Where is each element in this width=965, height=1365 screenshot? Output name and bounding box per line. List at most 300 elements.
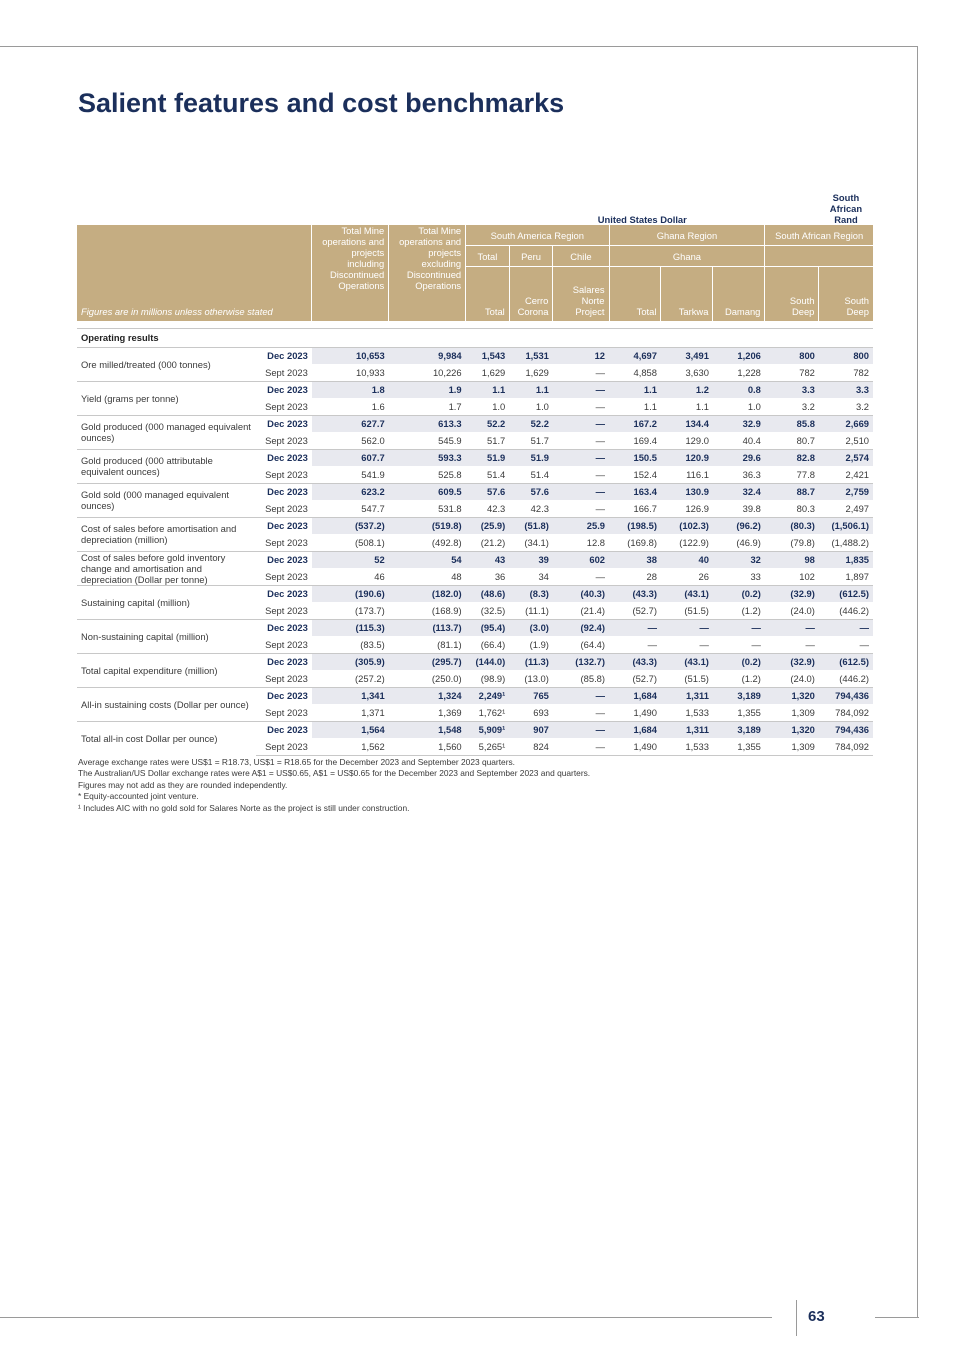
value-cell: 525.8 (438, 468, 462, 480)
value-cell: 3.3 (765, 381, 819, 398)
value-cell: 1,311 (661, 721, 713, 738)
value-cell: 1,311 (661, 687, 713, 704)
ghana-total-header: Total (609, 267, 661, 322)
value-cell: 1.0 (747, 400, 761, 412)
value-cell: (1.2) (741, 604, 761, 616)
footnote: ¹ Includes AIC with no gold sold for Salares Norte as the project is still under construction. (78, 802, 410, 813)
value-cell: 3,630 (685, 366, 709, 378)
value-cell: 43 (466, 551, 510, 568)
value-cell: — (661, 619, 713, 636)
value-cell: 3.2 (855, 400, 869, 412)
period-label: Sept 2023 (265, 400, 308, 412)
value-cell: 562.0 (361, 434, 385, 446)
period-label: Sept 2023 (256, 738, 312, 756)
period-label: Dec 2023 (256, 483, 312, 500)
value-cell: 85.8 (765, 415, 819, 432)
value-cell: 1,369 (438, 706, 462, 718)
value-cell: (32.9) (765, 653, 819, 670)
value-cell: 784,092 (835, 706, 869, 718)
value-cell: 12.8 (586, 536, 606, 548)
value-cell: 51.4 (487, 468, 506, 480)
value-cell: 907 (509, 721, 553, 738)
page-number: 63 (808, 1308, 825, 1325)
value-cell: 1,560 (389, 738, 466, 756)
value-cell: 3,189 (713, 721, 765, 738)
value-cell: (295.7) (389, 653, 466, 670)
total-excluding-header: Total Mine operations and projects excluding Discontinued Operations (389, 225, 466, 321)
value-cell: 1,548 (389, 721, 466, 738)
value-cell: 150.5 (609, 449, 661, 466)
value-cell: 48 (451, 570, 462, 582)
value-cell: 1.9 (389, 381, 466, 398)
value-cell: 1,564 (312, 721, 389, 738)
value-cell: — (713, 619, 765, 636)
row-label: Non-sustaining capital (million) (77, 619, 256, 653)
value-cell: 82.8 (765, 449, 819, 466)
value-cell: 782 (799, 366, 815, 378)
peru-header: Peru (509, 246, 553, 267)
value-cell: 1,897 (845, 570, 869, 582)
value-cell: 627.7 (312, 415, 389, 432)
value-cell: (102.3) (661, 517, 713, 534)
value-cell: 134.4 (661, 415, 713, 432)
value-cell: 166.7 (633, 502, 657, 514)
value-cell: 46 (374, 570, 385, 582)
value-cell: — (859, 638, 869, 650)
value-cell: 693 (533, 706, 549, 718)
cerro-corona-header: Cerro Corona (509, 267, 553, 322)
table-row (77, 483, 873, 500)
value-cell: 1,533 (685, 706, 709, 718)
table-row (77, 517, 873, 534)
south-deep-usd-header: South Deep (765, 267, 819, 322)
value-cell: 1,490 (633, 706, 657, 718)
value-cell: 824 (509, 738, 553, 756)
value-cell: 51.7 (487, 434, 506, 446)
period-label: Dec 2023 (256, 517, 312, 534)
value-cell: — (553, 449, 609, 466)
value-cell: 3.2 (801, 400, 815, 412)
ghana-region-header: Ghana Region (609, 225, 765, 246)
value-cell: (43.3) (609, 585, 661, 602)
value-cell: (40.3) (553, 585, 609, 602)
period-label: Sept 2023 (265, 672, 308, 684)
value-cell: (24.0) (790, 604, 815, 616)
value-cell: 130.9 (661, 483, 713, 500)
value-cell: (52.7) (632, 604, 657, 616)
value-cell: 120.9 (661, 449, 713, 466)
value-cell: 794,436 (819, 687, 873, 704)
value-cell: (8.3) (509, 585, 553, 602)
value-cell: 102 (799, 570, 815, 582)
value-cell: 36 (494, 570, 506, 582)
value-cell: (92.4) (553, 619, 609, 636)
value-cell: — (553, 687, 609, 704)
value-cell: 10,653 (312, 347, 389, 364)
row-label: Total capital expenditure (million) (77, 653, 256, 687)
header-row-regions (77, 225, 873, 246)
value-cell: — (553, 483, 609, 500)
value-cell: 2,497 (845, 502, 869, 514)
page-number-divider (796, 1300, 797, 1336)
value-cell: 77.8 (796, 468, 815, 480)
value-cell: 1,371 (361, 706, 385, 718)
value-cell: — (595, 502, 606, 514)
value-cell: 800 (819, 347, 873, 364)
footnote: * Equity-accounted joint venture. (78, 791, 199, 802)
value-cell: 167.2 (609, 415, 661, 432)
value-cell: 33 (750, 570, 761, 582)
value-cell: 1,320 (765, 687, 819, 704)
value-cell: (173.7) (355, 604, 385, 616)
value-cell: (66.4) (480, 638, 506, 650)
period-label: Dec 2023 (256, 551, 312, 568)
value-cell: 36.3 (742, 468, 761, 480)
value-cell: 1.1 (609, 381, 661, 398)
value-cell: 2,510 (845, 434, 869, 446)
value-cell: 531.8 (438, 502, 462, 514)
value-cell: — (553, 415, 609, 432)
value-cell: 32 (713, 551, 765, 568)
value-cell: 5,265¹ (466, 738, 510, 756)
value-cell: 10,226 (432, 366, 462, 378)
row-label: Gold produced (000 managed equivalent ounces) (77, 415, 256, 449)
frame-bottom-rule-right (875, 1317, 919, 1318)
value-cell: 57.6 (509, 483, 553, 500)
value-cell: 784,092 (819, 738, 873, 756)
value-cell: 163.4 (609, 483, 661, 500)
value-cell: 4,858 (633, 366, 657, 378)
value-cell: 1.0 (535, 400, 549, 412)
value-cell: — (699, 638, 709, 650)
value-cell: 40.4 (742, 434, 761, 446)
table-row (77, 415, 873, 432)
value-cell: 1,355 (713, 738, 765, 756)
value-cell: (13.0) (524, 672, 549, 684)
value-cell: (11.3) (509, 653, 553, 670)
period-label: Dec 2023 (256, 721, 312, 738)
value-cell: 28 (646, 570, 657, 582)
table-row (77, 619, 873, 636)
value-cell: (51.5) (684, 672, 709, 684)
period-label: Sept 2023 (265, 468, 308, 480)
value-cell: (98.9) (480, 672, 506, 684)
south-deep-zar-header: South Deep (819, 267, 873, 322)
period-label: Sept 2023 (265, 706, 308, 718)
value-cell: (115.3) (312, 619, 389, 636)
value-cell: — (553, 738, 609, 756)
value-cell: 1.2 (661, 381, 713, 398)
value-cell: (85.8) (580, 672, 606, 684)
row-label: Sustaining capital (million) (77, 585, 256, 619)
salares-norte-header: Salares Norte Project (553, 267, 609, 322)
value-cell: — (751, 638, 761, 650)
value-cell: (537.2) (312, 517, 389, 534)
value-cell: 593.3 (389, 449, 466, 466)
period-label: Dec 2023 (256, 585, 312, 602)
value-cell: 602 (553, 551, 609, 568)
value-cell: 1,629 (525, 366, 549, 378)
value-cell: 800 (765, 347, 819, 364)
value-cell: (257.2) (355, 672, 385, 684)
value-cell: 623.2 (312, 483, 389, 500)
value-cell: (96.2) (713, 517, 765, 534)
row-label: Yield (grams per tonne) (77, 381, 256, 415)
value-cell: 3.3 (819, 381, 873, 398)
value-cell: 1,490 (609, 738, 661, 756)
value-cell: 57.6 (466, 483, 510, 500)
value-cell: 547.7 (361, 502, 385, 514)
value-cell: 25.9 (553, 517, 609, 534)
value-cell: 1.8 (312, 381, 389, 398)
value-cell: 80.7 (796, 434, 815, 446)
footnotes (78, 757, 590, 814)
period-label: Sept 2023 (265, 502, 308, 514)
value-cell: 607.7 (312, 449, 389, 466)
value-cell: 98 (765, 551, 819, 568)
value-cell: 545.9 (438, 434, 462, 446)
value-cell: (1.9) (529, 638, 549, 650)
value-cell: (0.2) (713, 585, 765, 602)
south-america-region-header: South America Region (466, 225, 609, 246)
value-cell: 1,629 (481, 366, 506, 378)
zar-header: South African Rand (829, 192, 863, 225)
value-cell: 52.2 (466, 415, 510, 432)
section-row (77, 328, 873, 347)
value-cell: 1.6 (371, 400, 385, 412)
value-cell: 52 (312, 551, 389, 568)
value-cell: (250.0) (431, 672, 462, 684)
value-cell: 1,206 (713, 347, 765, 364)
value-cell: (1,488.2) (831, 536, 869, 548)
value-cell: (492.8) (431, 536, 462, 548)
value-cell: (612.5) (819, 585, 873, 602)
value-cell: 1,355 (737, 706, 761, 718)
value-cell: — (805, 638, 815, 650)
value-cell: (190.6) (312, 585, 389, 602)
value-cell: 613.3 (389, 415, 466, 432)
ghana-header: Ghana (609, 246, 765, 267)
value-cell: (11.1) (525, 604, 549, 616)
value-cell: 1.1 (466, 381, 510, 398)
value-cell: 80.3 (796, 502, 815, 514)
footnote: Figures may not add as they are rounded independently. (78, 779, 288, 790)
value-cell: (83.5) (360, 638, 385, 650)
value-cell: 34 (538, 570, 549, 582)
period-label: Sept 2023 (265, 434, 308, 446)
value-cell: (32.5) (480, 604, 506, 616)
value-cell: 4,697 (609, 347, 661, 364)
value-cell: (168.9) (431, 604, 462, 616)
south-african-region-header: South African Region (765, 225, 873, 246)
table-row (77, 653, 873, 670)
frame-right-rule (917, 46, 918, 1318)
value-cell: (43.1) (661, 653, 713, 670)
value-cell: 2,759 (819, 483, 873, 500)
value-cell: 1,543 (466, 347, 510, 364)
tarkwa-header: Tarkwa (661, 267, 713, 322)
table-row (77, 721, 873, 738)
usd-header: United States Dollar (597, 214, 687, 225)
table-row (77, 449, 873, 466)
value-cell: — (819, 619, 873, 636)
value-cell: (508.1) (355, 536, 385, 548)
value-cell: 3,189 (713, 687, 765, 704)
value-cell: (64.4) (580, 638, 606, 650)
value-cell: 1,684 (609, 721, 661, 738)
value-cell: 794,436 (819, 721, 873, 738)
value-cell: 169.4 (633, 434, 657, 446)
value-cell: 1,341 (312, 687, 389, 704)
salient-features-table (77, 185, 873, 756)
value-cell: (46.9) (736, 536, 761, 548)
value-cell: 2,421 (845, 468, 869, 480)
period-label: Dec 2023 (256, 347, 312, 364)
value-cell: (144.0) (466, 653, 510, 670)
value-cell: 3,491 (661, 347, 713, 364)
value-cell: 152.4 (633, 468, 657, 480)
value-cell: 1.1 (509, 381, 553, 398)
value-cell: 126.9 (685, 502, 709, 514)
value-cell: 10,933 (356, 366, 385, 378)
value-cell: (24.0) (790, 672, 815, 684)
value-cell: (3.0) (509, 619, 553, 636)
value-cell: 32.9 (713, 415, 765, 432)
value-cell: 51.4 (530, 468, 549, 480)
value-cell: 1,324 (389, 687, 466, 704)
value-cell: (305.9) (312, 653, 389, 670)
footnote: Average exchange rates were US$1 = R18.73, US$1 = R18.65 for the December 2023 and September 2023 quarters. (78, 757, 516, 767)
value-cell: 2,669 (819, 415, 873, 432)
value-cell: 38 (609, 551, 661, 568)
value-cell: 1,309 (791, 706, 815, 718)
value-cell: 1,309 (765, 738, 819, 756)
row-label: Gold sold (000 managed equivalent ounces) (77, 483, 256, 517)
sa-total-header: Total (466, 246, 510, 267)
value-cell: 129.0 (685, 434, 709, 446)
footnote: The Australian/US Dollar exchange rates were A$1 = US$0.65, A$1 = US$0.65 for the December 2023 and September 2023 and quarters. (78, 768, 591, 779)
section-title: Operating results (77, 328, 873, 347)
table-row (77, 381, 873, 398)
value-cell: — (609, 619, 661, 636)
value-cell: 9,984 (389, 347, 466, 364)
value-cell: — (765, 619, 819, 636)
value-cell: 42.3 (530, 502, 549, 514)
value-cell: 88.7 (765, 483, 819, 500)
value-cell: 52.2 (509, 415, 553, 432)
row-label: All-in sustaining costs (Dollar per ounce) (77, 687, 256, 721)
period-label: Dec 2023 (256, 653, 312, 670)
table-row (77, 551, 873, 568)
frame-bottom-rule-left (0, 1317, 772, 1318)
value-cell: 1,762¹ (478, 706, 506, 718)
sa-blank-header (765, 246, 873, 267)
page-title: Salient features and cost benchmarks (78, 88, 565, 118)
value-cell: (25.9) (466, 517, 510, 534)
figures-note: Figures are in millions unless otherwise stated (77, 225, 312, 321)
value-cell: 1.1 (643, 400, 657, 412)
value-cell: (52.7) (632, 672, 657, 684)
table-row (77, 687, 873, 704)
value-cell: 1,228 (737, 366, 761, 378)
value-cell: — (595, 706, 606, 718)
row-label: Total all-in cost Dollar per ounce) (77, 721, 256, 755)
value-cell: (446.2) (839, 672, 869, 684)
value-cell: (1.2) (741, 672, 761, 684)
period-label: Dec 2023 (256, 381, 312, 398)
value-cell: 2,249¹ (466, 687, 510, 704)
frame-top-rule (0, 46, 918, 47)
value-cell: — (647, 638, 657, 650)
value-cell: 54 (389, 551, 466, 568)
value-cell: (51.5) (684, 604, 709, 616)
value-cell: (182.0) (389, 585, 466, 602)
period-label: Dec 2023 (256, 415, 312, 432)
value-cell: 51.9 (509, 449, 553, 466)
value-cell: 39 (509, 551, 553, 568)
value-cell: (32.9) (765, 585, 819, 602)
value-cell: — (595, 434, 606, 446)
period-label: Dec 2023 (256, 687, 312, 704)
damang-header: Damang (713, 267, 765, 322)
value-cell: (169.8) (627, 536, 657, 548)
row-label: Ore milled/treated (000 tonnes) (77, 347, 256, 381)
total-including-header: Total Mine operations and projects including Discontinued Operations (312, 225, 389, 321)
period-label: Dec 2023 (256, 619, 312, 636)
col-total-header: Total (466, 267, 510, 322)
value-cell: (51.8) (509, 517, 553, 534)
value-cell: 1,531 (509, 347, 553, 364)
value-cell: 1,320 (765, 721, 819, 738)
value-cell: 116.1 (686, 468, 709, 480)
value-cell: 1,684 (609, 687, 661, 704)
value-cell: (48.6) (466, 585, 510, 602)
value-cell: 42.3 (487, 502, 506, 514)
value-cell: — (595, 570, 606, 582)
value-cell: (0.2) (713, 653, 765, 670)
period-label: Sept 2023 (265, 638, 308, 650)
value-cell: (122.9) (679, 536, 709, 548)
value-cell: 2,574 (819, 449, 873, 466)
value-cell: (80.3) (765, 517, 819, 534)
table-row (77, 585, 873, 602)
value-cell: (132.7) (553, 653, 609, 670)
value-cell: 51.7 (530, 434, 549, 446)
value-cell: 29.6 (713, 449, 765, 466)
row-label: Gold produced (000 attributable equivalent ounces) (77, 449, 256, 483)
value-cell: (113.7) (389, 619, 466, 636)
value-cell: — (553, 381, 609, 398)
value-cell: (43.1) (661, 585, 713, 602)
value-cell: 1,562 (312, 738, 389, 756)
value-cell: 1.0 (492, 400, 506, 412)
row-label: Cost of sales before amortisation and depreciation (million) (77, 517, 256, 551)
period-label: Sept 2023 (265, 604, 308, 616)
value-cell: (95.4) (466, 619, 510, 636)
value-cell: 1,533 (661, 738, 713, 756)
value-cell: 26 (698, 570, 709, 582)
period-label: Sept 2023 (265, 366, 308, 378)
value-cell: 12 (553, 347, 609, 364)
value-cell: 0.8 (713, 381, 765, 398)
currency-header-row (77, 185, 873, 225)
table-body (77, 347, 873, 755)
value-cell: 5,909¹ (466, 721, 510, 738)
row-label: Cost of sales before gold inventory change and amortisation and depreciation (Dollar per tonne) (77, 551, 256, 585)
value-cell: (79.8) (790, 536, 815, 548)
value-cell: 40 (661, 551, 713, 568)
value-cell: (1,506.1) (819, 517, 873, 534)
